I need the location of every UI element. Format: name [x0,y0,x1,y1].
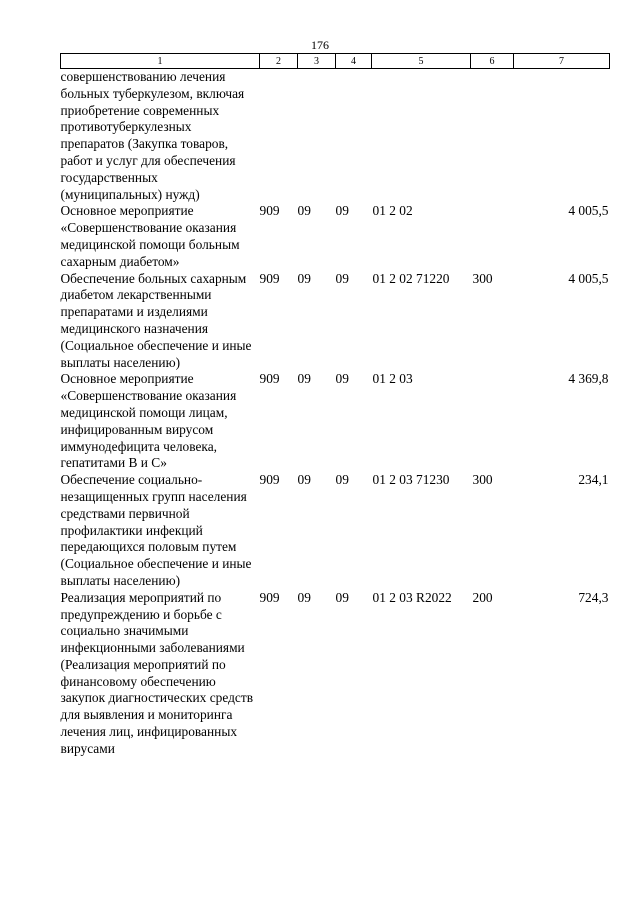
amount [514,69,610,204]
target-article-code: 01 2 02 71220 [372,270,450,286]
subsection-code [336,69,372,204]
subsection-code: 09 [335,472,349,488]
row-name: Обеспечение больных сахарным диабетом лекарственными препаратами и изделиями медицинского назначения (Социальное обеспечение и иные выплаты населению) [60,270,252,370]
expense-type-code [471,69,514,204]
column-header: 5 [372,54,471,69]
amount: 4 369,8 [568,371,609,387]
subsection-code: 09 [335,589,349,605]
column-header: 6 [471,54,514,69]
section-code: 09 [297,203,311,219]
column-header: 4 [336,54,372,69]
subsection-code: 09 [335,270,349,286]
expense-type-code: 200 [472,589,493,605]
ministry-code: 909 [259,203,280,219]
subsection-code: 09 [335,203,349,219]
table-row [61,371,610,472]
row-name: Реализация мероприятий по предупреждению и борьбе с социально значимыми инфекционными заболеваниями (Реализация мероприятий по финансовому обеспечению закупок диагностических средств для выявления и мониторинга лечения лиц, инфицированных вирусами [60,589,254,756]
ministry-code: 909 [259,270,280,286]
budget-table [60,53,610,758]
table-row [61,590,610,758]
ministry-code [260,69,298,204]
section-code: 09 [297,270,311,286]
expense-type-code: 300 [472,472,493,488]
table-row [61,203,610,270]
column-header: 1 [61,54,260,69]
column-number-header-row [61,54,610,69]
target-article-code: 01 2 02 [372,203,413,219]
section-code: 09 [297,371,311,387]
ministry-code: 909 [259,589,280,605]
subsection-code: 09 [335,371,349,387]
target-article-code: 01 2 03 R2022 [372,589,452,605]
column-header: 2 [260,54,298,69]
section-code [298,69,336,204]
ministry-code: 909 [259,472,280,488]
section-code: 09 [297,589,311,605]
target-article-code [372,69,471,204]
row-name: Основное мероприятие «Совершенствование оказания медицинской помощи лицам, инфицированным вирусом иммунодефицита человека, гепатитами В и С» [60,371,237,471]
expense-type-code [471,203,514,270]
target-article-code: 01 2 03 71230 [372,472,450,488]
amount: 234,1 [578,472,609,488]
row-name: Основное мероприятие «Совершенствование оказания медицинской помощи больным сахарным диабетом» [60,203,240,269]
ministry-code: 909 [259,371,280,387]
section-code: 09 [297,472,311,488]
expense-type-code [471,371,514,472]
column-header: 7 [514,54,610,69]
table-row [61,472,610,590]
row-name: совершенствованию лечения больных туберкулезом, включая приобретение современных противотуберкулезных препаратов (Закупка товаров, работ и услуг для обеспечения государственных (муниципальных) нужд) [60,69,245,202]
amount: 4 005,5 [568,203,609,219]
page-number: 176 [311,38,329,52]
expense-type-code: 300 [472,270,493,286]
amount: 4 005,5 [568,270,609,286]
column-header: 3 [298,54,336,69]
target-article-code: 01 2 03 [372,371,413,387]
amount: 724,3 [578,589,609,605]
table-row [61,271,610,372]
table-row [61,69,610,204]
row-name: Обеспечение социально-незащищенных групп населения средствами первичной профилактики инфекций передающихся половым путем (Социальное обеспечение и иные выплаты населению) [60,472,252,588]
